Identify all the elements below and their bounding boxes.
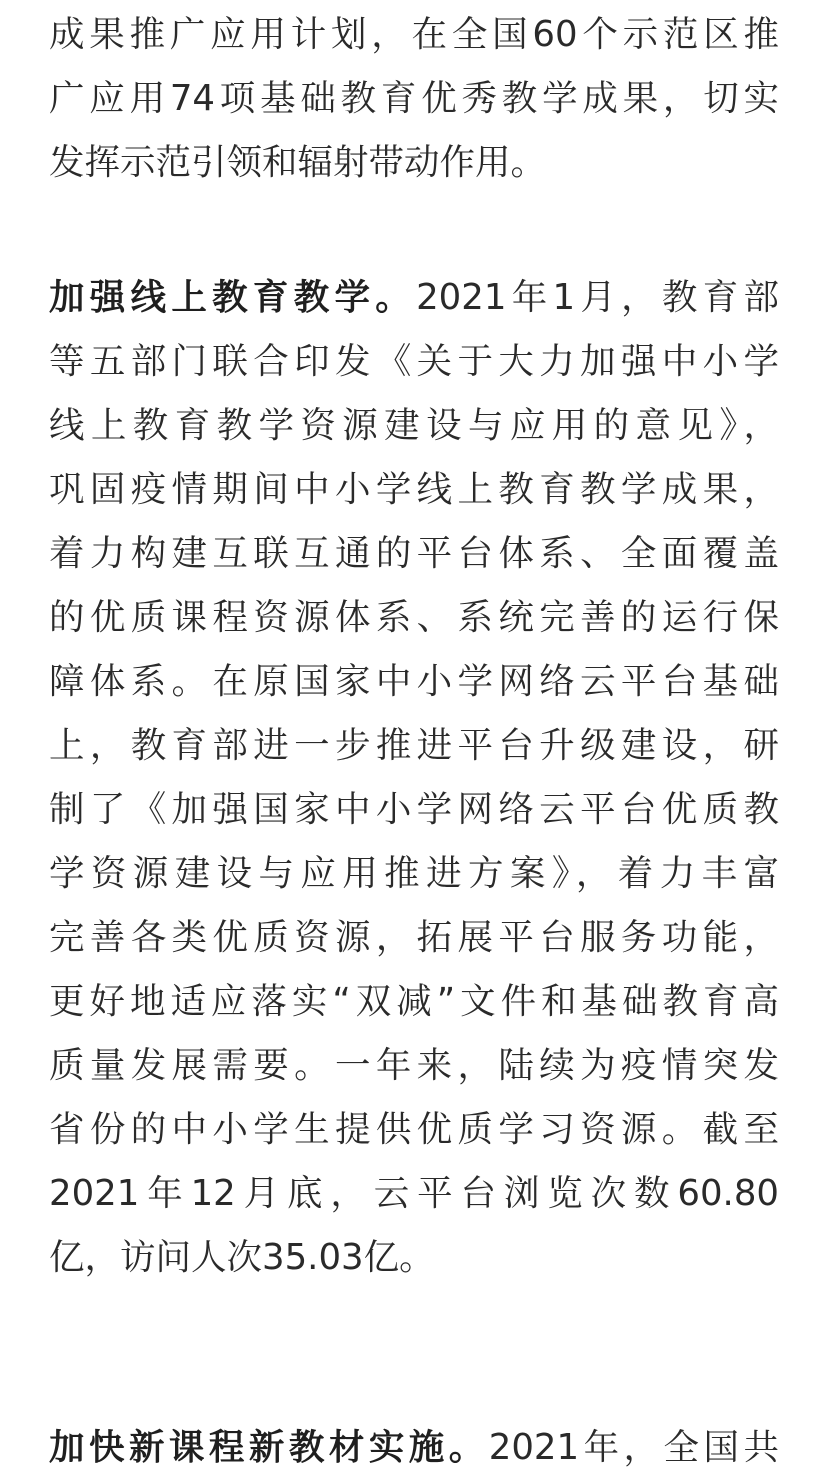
paragraph-new-curriculum xyxy=(49,1416,779,1480)
text-line: 等五部门联合印发《关于大力加强中小学 xyxy=(49,341,779,382)
text-line: 制了《加强国家中小学网络云平台优质教 xyxy=(49,789,779,830)
text-line: 线上教育教学资源建设与应用的意见》， xyxy=(49,405,779,446)
text-line: 质量发展需要。一年来，陆续为疫情突发 xyxy=(49,1045,779,1086)
paragraph-lead-heading: 加快新课程新教材实施。 xyxy=(49,1427,489,1468)
text-fragment: 2021年，全国共 xyxy=(488,1427,779,1468)
text-line-with-lead xyxy=(49,266,779,330)
text-line: 亿，访问人次35.03亿。 xyxy=(49,1237,435,1278)
text-line: 发挥示范引领和辐射带动作用。 xyxy=(49,142,547,183)
text-line-with-lead xyxy=(49,1416,779,1480)
paragraph-online-education xyxy=(49,266,779,1290)
text-line: 学资源建设与应用推进方案》，着力丰富 xyxy=(49,853,779,894)
paragraph-achievement-promotion xyxy=(49,3,779,195)
text-line: 成果推广应用计划，在全国60个示范区推 xyxy=(49,14,779,55)
text-line: 完善各类优质资源，拓展平台服务功能， xyxy=(49,917,779,958)
text-line: 的优质课程资源体系、系统完善的运行保 xyxy=(49,597,779,638)
text-line: 省份的中小学生提供优质学习资源。截至 xyxy=(49,1109,779,1150)
text-line: 障体系。在原国家中小学网络云平台基础 xyxy=(49,661,779,702)
paragraph-lead-heading: 加强线上教育教学。 xyxy=(49,277,417,318)
text-line: 广应用74项基础教育优秀教学成果，切实 xyxy=(49,78,779,119)
text-line: 更好地适应落实“双减”文件和基础教育高 xyxy=(49,981,779,1022)
text-line: 巩固疫情期间中小学线上教育教学成果， xyxy=(49,469,779,510)
text-line: 着力构建互联互通的平台体系、全面覆盖 xyxy=(49,533,779,574)
text-line: 2021年12月底，云平台浏览次数60.80 xyxy=(49,1173,779,1214)
text-line: 上，教育部进一步推进平台升级建设，研 xyxy=(49,725,779,766)
text-fragment: 2021年1月，教育部 xyxy=(416,277,779,318)
